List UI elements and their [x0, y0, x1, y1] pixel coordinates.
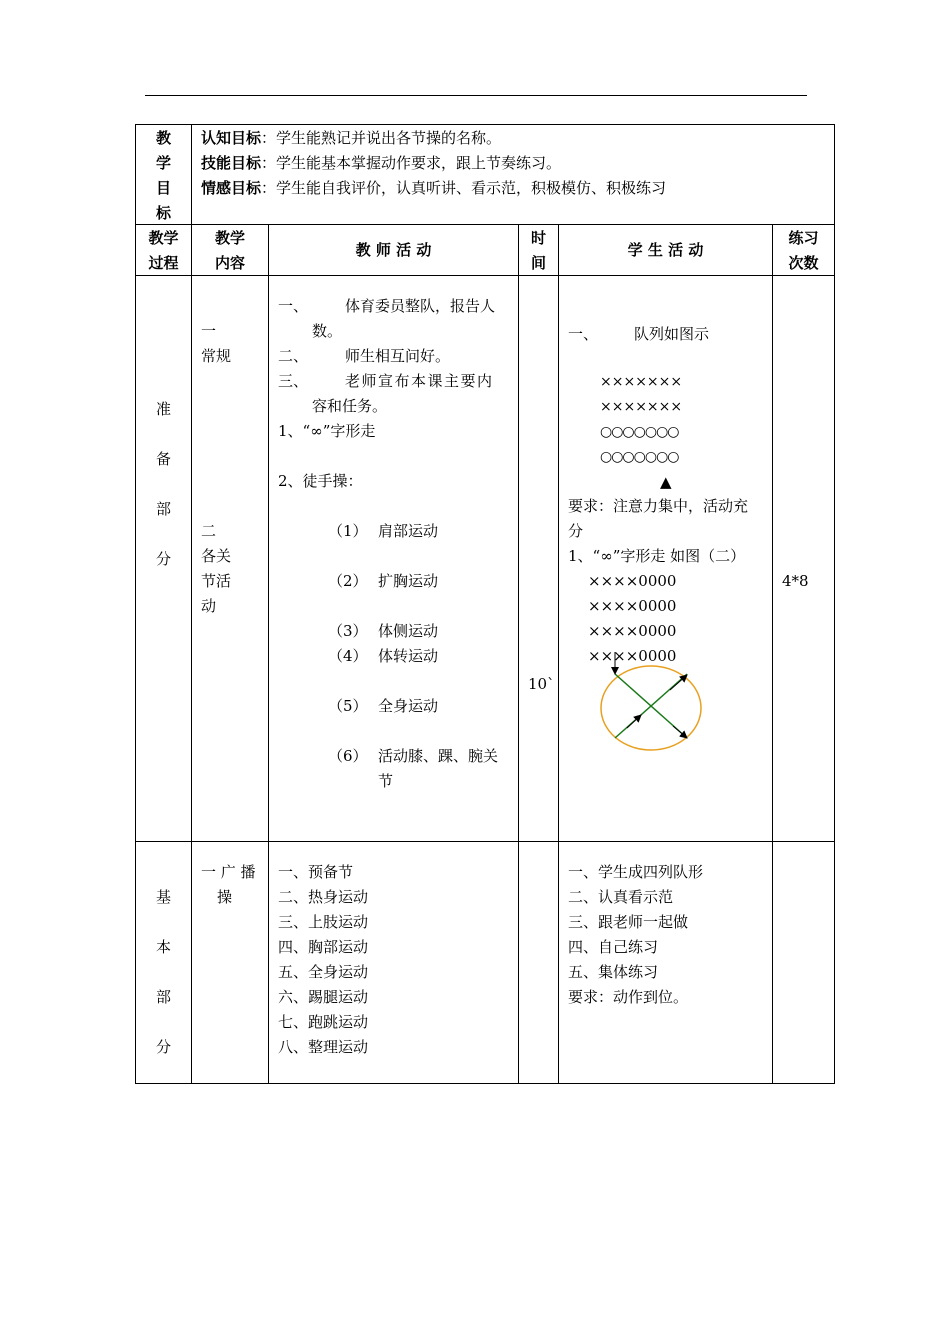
formation-row: ×××××××	[600, 374, 683, 390]
prep-time: 10`	[528, 675, 555, 693]
walk-row: ××××0000	[588, 597, 677, 615]
walk-row: ××××0000	[588, 647, 677, 665]
formation-row: ○○○○○○○	[600, 424, 679, 440]
teacher-triangle-icon: ▲	[660, 473, 672, 491]
walk-row: ××××0000	[588, 622, 677, 640]
walk-row: ××××0000	[588, 572, 677, 590]
arrow-center-icon	[627, 715, 641, 728]
header-student: 学 生 活 动	[627, 241, 704, 259]
arrow-up-right-icon	[670, 675, 687, 690]
arrow-down-right-icon	[673, 726, 687, 738]
prep-reps: 4*8	[782, 572, 809, 590]
header-teacher: 教 师 活 动	[355, 241, 432, 259]
objective-skill: 技能目标：学生能基本掌握动作要求，跟上节奏练习。	[201, 154, 562, 172]
formation-row: ×××××××	[600, 399, 683, 415]
header-rule	[145, 95, 807, 96]
objective-affective: 情感目标：学生能自我评价，认真听讲、看示范，积极模仿、积极练习	[201, 179, 667, 197]
formation-row: ○○○○○○○	[600, 449, 679, 465]
objective-cognitive: 认知目标：学生能熟记并说出各节操的名称。	[201, 129, 502, 147]
figure-eight-diagram	[595, 650, 710, 756]
